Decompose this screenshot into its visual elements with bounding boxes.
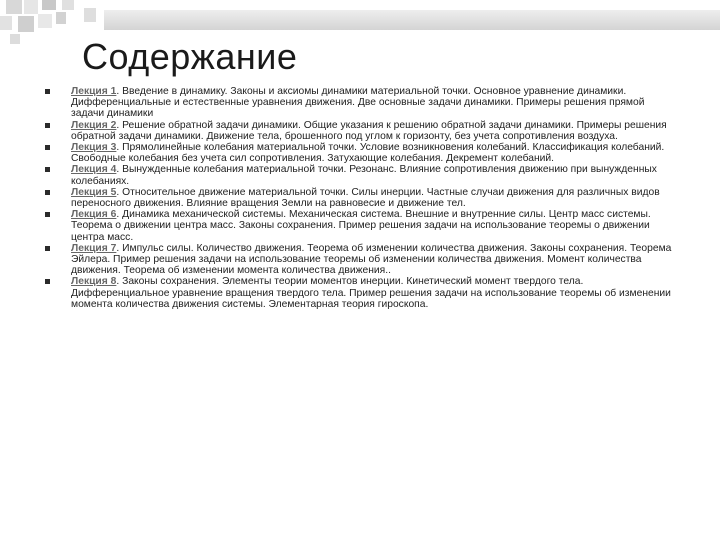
bullet-icon (45, 167, 50, 172)
lecture-link[interactable]: Лекция 1 (71, 86, 117, 97)
lecture-link[interactable]: Лекция 5 (71, 186, 117, 198)
bullet-icon (45, 145, 50, 150)
bullet-icon (45, 246, 50, 251)
lecture-link[interactable]: Лекция 3 (71, 142, 117, 154)
lecture-description: . Относительное движение материальной точки. Силы инерции. Частные случаи движения для различных видов переносного движения. Влияние вращения Земли на равновесие и движение тел. (71, 186, 660, 210)
lecture-link[interactable]: Лекция 8 (71, 276, 117, 288)
lecture-description: . Законы сохранения. Элементы теории моментов инерции. Кинетический момент твердого тела. Дифференциальное уравнение вращения твердого тела. Пример решения задачи на использование теоремы об изменении момента количества движения системы. Элементарная теория гироскопа. (71, 276, 671, 310)
bullet-icon (45, 123, 50, 128)
page-title: Содержание (82, 36, 298, 77)
list-item (40, 243, 680, 277)
list-item (40, 276, 680, 310)
lecture-description: . Импульс силы. Количество движения. Теорема об изменении количества движения. Законы сохранения. Теорема Эйлера. Пример решения задачи на использование теоремы об изменении количества движения. Момент количества движения. Теорема об изменении момента количества движения.. (71, 242, 672, 277)
lecture-link[interactable]: Лекция 7 (71, 242, 117, 254)
list-item (40, 120, 680, 142)
bullet-icon (45, 89, 50, 94)
lecture-description: . Прямолинейные колебания материальной точки. Условие возникновения колебаний. Классификация колебаний. Свободные колебания без учета сил сопротивления. Затухающие колебания. Декремент колебаний. (71, 142, 665, 165)
lecture-link[interactable]: Лекция 4 (71, 164, 117, 176)
list-item (40, 164, 680, 186)
lecture-description: . Введение в динамику. Законы и аксиомы динамики материальной точки. Основное уравнение динамики. Дифференциальные и естественные уравнения движения. Две основные задачи динамики. Примеры решения прямой задачи динамики (71, 86, 645, 120)
list-item (40, 209, 680, 243)
list-item (40, 86, 680, 120)
lecture-link[interactable]: Лекция 2 (71, 119, 117, 131)
bullet-icon (45, 279, 50, 284)
bullet-icon (45, 212, 50, 217)
list-item (40, 142, 680, 164)
lecture-description: . Динамика механической системы. Механическая система. Внешние и внутренние силы. Центр масс системы. Теорема о движении центра масс. Законы сохранения. Пример решения задачи на использование теоремы о движении центра масс. (71, 209, 651, 243)
header-bar (104, 10, 720, 30)
list-item (40, 187, 680, 209)
lecture-description: . Решение обратной задачи динамики. Общие указания к решению обратной задачи динамики. Примеры решения обратной задачи динамики. Движение тела, брошенного под углом к горизонту, без учета сопротивления воздуха. (71, 119, 667, 142)
bullet-icon (45, 190, 50, 195)
lecture-list (40, 86, 680, 310)
lecture-link[interactable]: Лекция 6 (71, 209, 117, 221)
lecture-description: . Вынужденные колебания материальной точки. Резонанс. Влияние сопротивления движению при вынужденных колебаниях. (71, 164, 657, 187)
